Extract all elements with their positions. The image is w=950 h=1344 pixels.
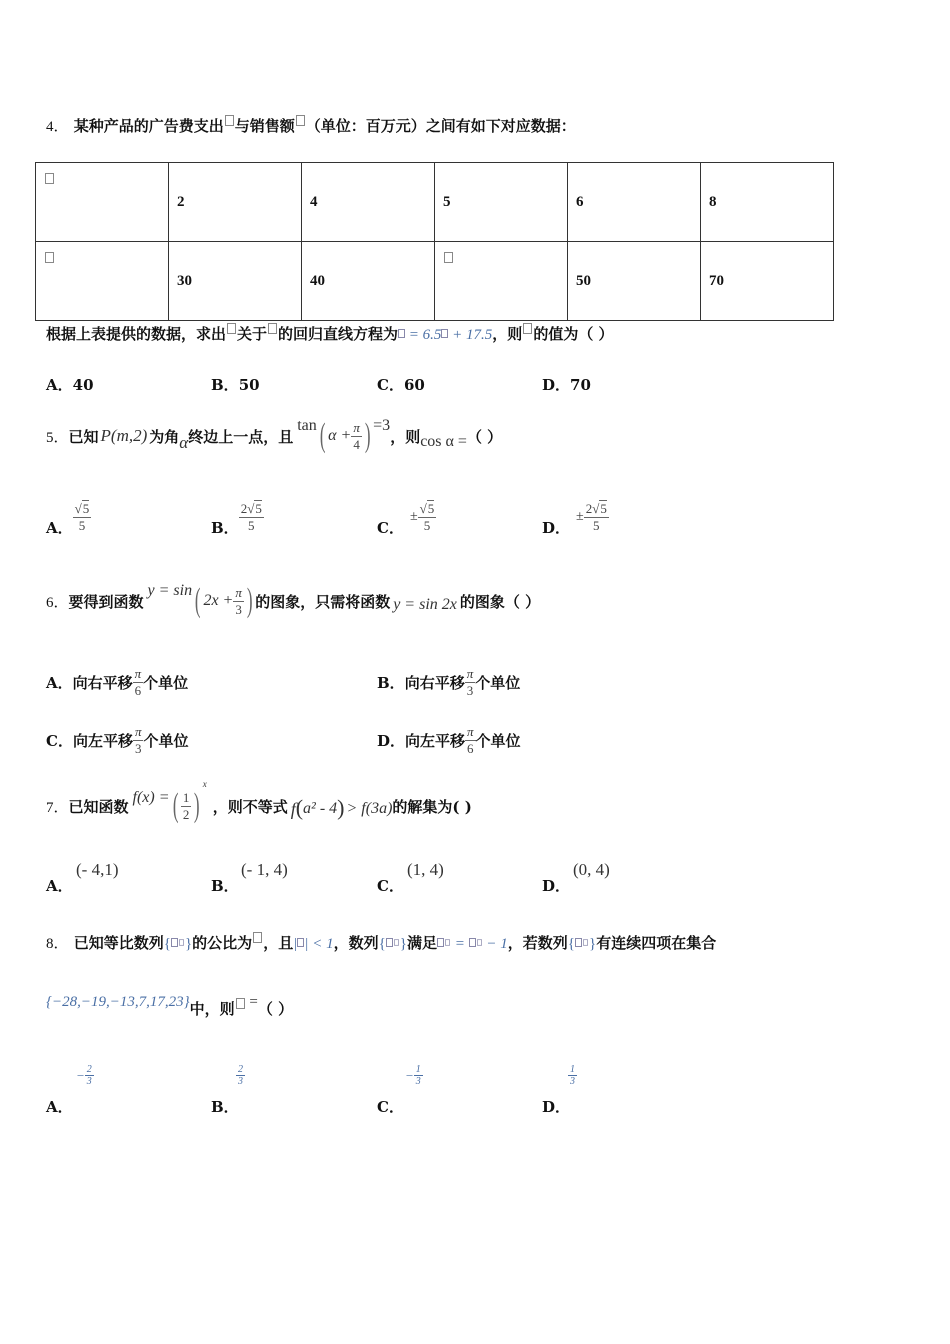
q4-option-c[interactable]: C．60 (377, 376, 425, 394)
table-cell: 6 (568, 163, 701, 242)
q4-stem: 4． 某种产品的广告费支出 与销售额 （单位：百万元）之间有如下对应数据： (46, 117, 576, 135)
table-cell: 40 (302, 242, 435, 321)
q6-option-a[interactable]: A． 向右平移 $\frac{\pi}{6}$ 个单位 (46, 665, 189, 698)
placeholder-x (45, 173, 54, 184)
placeholder-a-n (171, 938, 178, 947)
q8-option-c-value: − $\frac{1}{3}$ (405, 1064, 421, 1087)
q7-option-c[interactable]: C． (377, 877, 404, 895)
q8-stem: 8． 已知等比数列{ }的公比为 ，且| | < 1，数列{ }满足 = − 1，若数列{ }有连续四项在集合 (46, 934, 717, 952)
q8-option-c[interactable]: C． (377, 1098, 404, 1116)
placeholder-x (225, 115, 234, 126)
table-row (36, 242, 834, 321)
q7-option-d-value: (0, 4) (573, 860, 610, 879)
q8-stem-line2: {−28,−19,−13,7,17,23}中，则 =（ ） (46, 994, 294, 1018)
q8-option-a[interactable]: A． (46, 1098, 73, 1116)
table-cell: 30 (169, 242, 302, 321)
q7-number: 7． (46, 799, 69, 816)
table-cell: 2 (169, 163, 302, 242)
q4-option-b[interactable]: B．50 (211, 376, 260, 394)
q8-option-d[interactable]: D． (542, 1098, 571, 1116)
table-cell: 5 (435, 163, 568, 242)
placeholder-q (236, 998, 245, 1009)
q8-option-a-value: − $\frac{2}{3}$ (76, 1064, 92, 1087)
table-cell-unknown (435, 242, 568, 321)
q7-option-b-value: (- 1, 4) (241, 860, 288, 879)
placeholder-y (227, 323, 236, 334)
q6-stem: 6． 要得到函数 y = sin ( 2x + $\frac{\pi}{3}$ ) 的图象，只需将函数 y = sin 2x 的图象（ ） (46, 582, 541, 619)
q4-question: 根据上表提供的数据，求出 关于 的回归直线方程为 = 6.5 + 17.5，则 的值为（ ） (46, 325, 614, 343)
q5-option-d[interactable]: D． ± $\frac{2√5}{5}$ (542, 500, 607, 537)
q5-option-a[interactable]: A． $\frac{√5}{5}$ (46, 500, 90, 537)
placeholder-x (268, 323, 277, 334)
q6-option-b[interactable]: B． 向右平移 $\frac{\pi}{3}$ 个单位 (377, 665, 521, 698)
2sqrt5-over-5: $\frac{2√5}{5}$ (240, 500, 262, 533)
q5-option-b[interactable]: B． $\frac{2√5}{5}$ (211, 500, 262, 537)
sqrt5-over-5: $\frac{√5}{5}$ (74, 500, 90, 533)
q7-option-b[interactable]: B． (211, 877, 239, 895)
placeholder-y (296, 115, 305, 126)
table-header-y (36, 242, 169, 321)
q8-option-d-value: $\frac{1}{3}$ (570, 1064, 575, 1087)
q6-option-c[interactable]: C． 向左平移 $\frac{\pi}{3}$ 个单位 (46, 723, 189, 756)
pi-over-4: $\frac{\pi}{4}$ (353, 419, 360, 452)
placeholder-y-hat (398, 329, 405, 338)
placeholder-m (523, 323, 532, 334)
table-cell: 8 (701, 163, 834, 242)
q5-number: 5． (46, 429, 69, 446)
table-row (36, 163, 834, 242)
q7-option-a[interactable]: A． (46, 877, 73, 895)
q7-option-d[interactable]: D． (542, 877, 571, 895)
placeholder-q (253, 932, 262, 943)
table-cell: 4 (302, 163, 435, 242)
table-cell: 50 (568, 242, 701, 321)
q5-stem: 5． 已知 P(m,2) 为角 α 终边上一点，且 tan ( α + $\frac{\pi}{4}$ ) =3 ，则 cos α = （ ） (46, 417, 503, 454)
q4-number: 4． (46, 119, 69, 135)
table-cell: 70 (701, 242, 834, 321)
one-half: $\frac{1}{2}$ (182, 789, 190, 822)
q7-stem: 7． 已知函数 f(x) = ( $\frac{1}{2}$ ) x ，则不等式 f ( a² - 4 ) > f(3a) 的解集为( ) (46, 779, 472, 824)
q7-option-c-value: (1, 4) (407, 860, 444, 879)
table-header-x (36, 163, 169, 242)
q8-option-b-value: $\frac{2}{3}$ (238, 1064, 243, 1087)
placeholder-y (45, 252, 54, 263)
q5-option-c[interactable]: C． ± $\frac{√5}{5}$ (377, 500, 435, 537)
q8-set: {−28,−19,−13,7,17,23} (46, 994, 190, 1010)
q6-option-d[interactable]: D． 向左平移 $\frac{\pi}{6}$ 个单位 (377, 723, 521, 756)
placeholder-m (444, 252, 453, 263)
pi-over-3: $\frac{\pi}{3}$ (235, 584, 242, 617)
q4-option-a[interactable]: A．40 (46, 376, 94, 394)
q4-data-table (35, 162, 834, 321)
q4-option-d[interactable]: D．70 (542, 376, 591, 394)
q7-option-a-value: (- 4,1) (76, 860, 119, 879)
q8-option-b[interactable]: B． (211, 1098, 239, 1116)
placeholder-b-n (386, 938, 393, 947)
q8-number: 8． (46, 936, 69, 952)
q6-number: 6． (46, 594, 69, 611)
